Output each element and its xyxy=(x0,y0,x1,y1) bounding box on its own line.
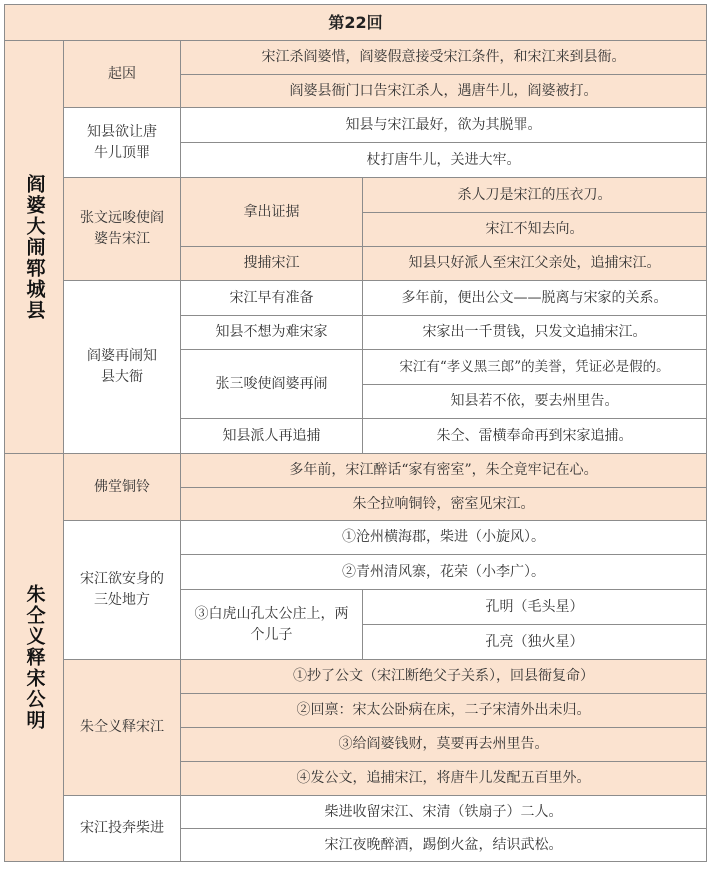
topic-cell: 知县欲让唐牛儿顶罪 xyxy=(63,107,181,178)
chapter-title: 第22回 xyxy=(4,4,707,41)
section-label: 朱仝义释宋公明 xyxy=(4,453,64,862)
detail-cell: 朱仝、雷横奉命再到宋家追捕。 xyxy=(362,418,707,454)
detail-cell: 宋江杀阎婆惜，阎婆假意接受宋江条件，和宋江来到县衙。 xyxy=(180,40,707,75)
detail-cell: 朱仝拉响铜铃，密室见宋江。 xyxy=(180,487,707,521)
detail-cell: 知县与宋江最好，欲为其脱罪。 xyxy=(180,107,707,143)
chapter-table xyxy=(4,4,707,862)
sub-topic-cell: 知县不想为难宋家 xyxy=(180,315,363,350)
detail-cell: 多年前，便出公文——脱离与宋家的关系。 xyxy=(362,280,707,316)
detail-cell: 知县只好派人至宋江父亲处，追捕宋江。 xyxy=(362,246,707,281)
topic-cell: 佛堂铜铃 xyxy=(63,453,181,521)
detail-cell: 杖打唐牛儿，关进大牢。 xyxy=(180,142,707,178)
detail-cell: 宋江不知去向。 xyxy=(362,212,707,247)
topic-cell: 阎婆再闹知县大衙 xyxy=(63,280,181,454)
detail-cell: 多年前，宋江醉话“家有密室”，朱仝竟牢记在心。 xyxy=(180,453,707,488)
sub-topic-cell: 拿出证据 xyxy=(180,177,363,247)
detail-cell: 宋江夜晚醉酒，踢倒火盆，结识武松。 xyxy=(180,828,707,862)
detail-cell: 宋江有“孝义黑三郎”的美誉，凭证必是假的。 xyxy=(362,349,707,385)
sub-topic-cell: 搜捕宋江 xyxy=(180,246,363,281)
topic-cell: 宋江欲安身的三处地方 xyxy=(63,520,181,660)
detail-cell: 阎婆县衙门口告宋江杀人，遇唐牛儿，阎婆被打。 xyxy=(180,74,707,108)
detail-cell: 杀人刀是宋江的压衣刀。 xyxy=(362,177,707,213)
detail-cell: ④发公文，追捕宋江，将唐牛儿发配五百里外。 xyxy=(180,761,707,796)
detail-cell: 知县若不依，要去州里告。 xyxy=(362,384,707,419)
sub-topic-cell: 宋江早有准备 xyxy=(180,280,363,316)
detail-cell: 孔明（毛头星） xyxy=(362,589,707,625)
detail-cell: ①沧州横海郡，柴进（小旋风）。 xyxy=(180,520,707,555)
section-label: 阎婆大闹郓城县 xyxy=(4,40,64,454)
sub-topic-cell: 知县派人再追捕 xyxy=(180,418,363,454)
detail-cell: ②青州清风寨，花荣（小李广）。 xyxy=(180,554,707,590)
sub-topic-cell: 张三唆使阎婆再闹 xyxy=(180,349,363,419)
topic-cell: 朱仝义释宋江 xyxy=(63,659,181,796)
detail-cell: 柴进收留宋江、宋清（铁扇子）二人。 xyxy=(180,795,707,829)
sub-topic-cell: ③白虎山孔太公庄上，两个儿子 xyxy=(180,589,363,660)
topic-cell: 张文远唆使阎婆告宋江 xyxy=(63,177,181,281)
detail-cell: 宋家出一千贯钱，只发文追捕宋江。 xyxy=(362,315,707,350)
detail-cell: 孔亮（独火星） xyxy=(362,624,707,660)
detail-cell: ②回禀：宋太公卧病在床，二子宋清外出未归。 xyxy=(180,693,707,728)
detail-cell: ③给阎婆钱财，莫要再去州里告。 xyxy=(180,727,707,762)
topic-cell: 起因 xyxy=(63,40,181,108)
detail-cell: ①抄了公文（宋江断绝父子关系），回县衙复命） xyxy=(180,659,707,694)
topic-cell: 宋江投奔柴进 xyxy=(63,795,181,862)
